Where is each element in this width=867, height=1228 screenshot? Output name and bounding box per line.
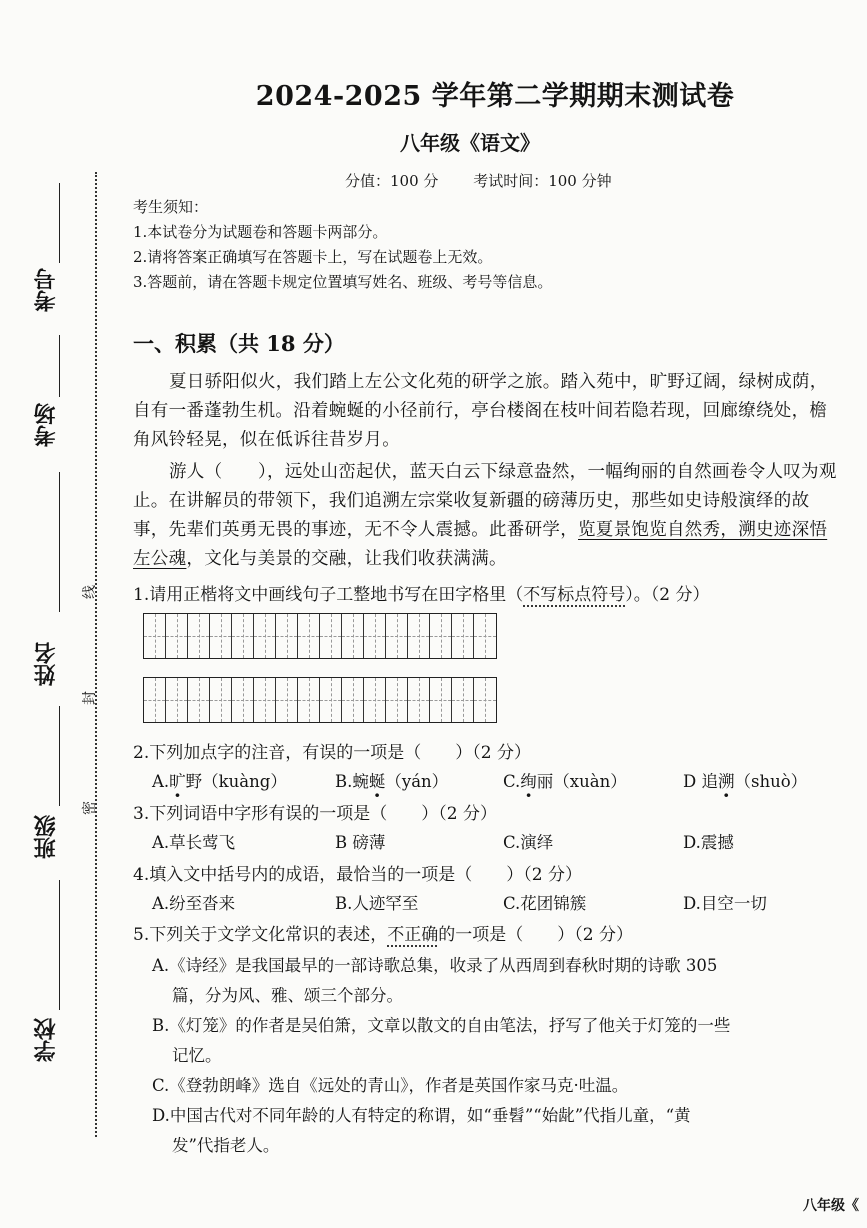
notice-heading: 考生须知： [133,198,209,216]
seal-line-mark: 线 [82,585,98,599]
class-label: 班级 [33,815,59,859]
option-d[interactable]: D.目空一切 [683,894,767,913]
question-text: 5.下列关于文学文化常识的表述， [133,925,388,945]
option-a[interactable]: A.纷至沓来 [152,894,236,913]
option-d[interactable]: D 追溯（shuò） [683,772,808,791]
notice-item: 1.本试卷分为试题卷和答题卡两部分。 [133,223,388,241]
option-b[interactable]: B.蜿蜒（yán） [335,772,449,791]
grid-cell[interactable] [144,614,166,658]
passage-text: ，文化与美景的交融，让我们收获满满。 [186,549,507,569]
grid-cell[interactable] [298,678,320,722]
page-subtitle: 八年级《语文》 [400,131,540,155]
option-d-continued: 发”代指老人。 [172,1136,280,1155]
grid-cell[interactable] [166,614,188,658]
question-text: ）。（2 分） [625,585,710,605]
writing-grid-row-2[interactable] [143,677,497,723]
grid-cell[interactable] [188,614,210,658]
passage-paragraph-2 [133,458,843,574]
page-footer: 八年级《 [803,1198,859,1214]
time-info: 考试时间：100 分钟 [473,172,612,190]
question-2: 2.下列加点字的注音，有误的一项是（ ）（2 分） [133,743,531,763]
grid-cell[interactable] [408,678,430,722]
question-3: 3.下列词语中字形有误的一项是（ ）（2 分） [133,804,497,824]
option-b[interactable]: B.人迹罕至 [335,894,419,913]
notice-item: 2.请将答案正确填写在答题卡上，写在试题卷上无效。 [133,248,493,266]
exam-room-label: 考场 [33,403,59,447]
exam-meta [345,170,642,191]
option-b[interactable]: B 磅薄 [335,833,386,852]
grid-cell[interactable] [474,614,496,658]
option-b[interactable]: B.《灯笼》的作者是吴伯箫，文章以散文的自由笔法，抒写了他关于灯笼的一些 [152,1016,731,1035]
school-label: 学校 [33,1018,59,1062]
binding-dotted-line [95,172,97,1137]
question-1 [133,580,709,605]
exam-room-blank [59,335,60,397]
grid-cell[interactable] [232,614,254,658]
writing-grid-row-1[interactable] [143,613,497,659]
seal-seal-mark: 封 [82,691,98,705]
option-c[interactable]: C.花团锦簇 [503,894,587,913]
notice-item: 3.答题前，请在答题卡规定位置填写姓名、班级、考号等信息。 [133,273,553,291]
option-d[interactable]: D.震撼 [683,833,734,852]
question-text: 1.请用正楷将文中画线句子工整地书写在田字格里（ [133,585,524,605]
score-info: 分值：100 分 [345,172,439,190]
school-blank [59,880,60,1010]
exam-number-label: 考号 [33,268,59,312]
grid-cell[interactable] [188,678,210,722]
grid-cell[interactable] [452,614,474,658]
grid-cell[interactable] [342,614,364,658]
grid-cell[interactable] [364,678,386,722]
grid-cell[interactable] [474,678,496,722]
grid-cell[interactable] [430,614,452,658]
grid-cell[interactable] [386,614,408,658]
option-c[interactable]: C.绚丽（xuàn） [503,772,627,791]
option-a-continued: 篇，分为风、雅、颂三个部分。 [172,986,403,1005]
emphasis-text: 不正确 [387,925,439,945]
grid-cell[interactable] [408,614,430,658]
option-a[interactable]: A.《诗经》是我国最早的一部诗歌总集，收录了从西周到春秋时期的诗歌 305 [152,956,718,975]
grid-cell[interactable] [452,678,474,722]
grid-cell[interactable] [276,678,298,722]
underlined-sentence: 览夏景饱览自然秀，溯史迹深悟左公魂 [133,520,828,569]
question-4: 4.填入文中括号内的成语，最恰当的一项是（ ）（2 分） [133,865,582,885]
grid-cell[interactable] [364,614,386,658]
emphasis-text: 不写标点符号 [523,585,626,605]
passage-text: 游人（ ），远处山峦起伏，蓝天白云下绿意盎然，一幅绚丽的自然画卷令人叹为观止。在讲解员的带领下，我们追溯左宗棠收复新疆的磅薄历史，那些如史诗般演绎的故事，先辈们英勇无畏的事迹，无不令人震撼。此番研学， [133,462,837,540]
grid-cell[interactable] [320,678,342,722]
grid-cell[interactable] [254,678,276,722]
grid-cell[interactable] [210,678,232,722]
option-c[interactable]: C.《登勃朗峰》选自《远处的青山》，作者是英国作家马克·吐温。 [152,1076,629,1095]
seal-secret-mark: 密 [82,801,98,815]
exam-number-blank [59,183,60,263]
page-title: 2024-2025 学年第二学期期末测试卷 [255,81,735,112]
passage-paragraph-1: 夏日骄阳似火，我们踏上左公文化苑的研学之旅。踏入苑中，旷野辽阔，绿树成荫，自有一番蓬勃生机。沿着蜿蜒的小径前行，亭台楼阁在枝叶间若隐若现，回廊缭绕处，檐角风铃轻晃，似在低诉往昔岁月。 [133,372,828,450]
grid-cell[interactable] [210,614,232,658]
name-label: 姓名 [33,642,59,686]
grid-cell[interactable] [144,678,166,722]
option-d[interactable]: D.中国古代对不同年龄的人有特定的称谓，如“垂髫”“始龀”代指儿童，“黄 [152,1106,691,1125]
question-text: 的一项是（ ）（2 分） [438,925,633,945]
grid-cell[interactable] [342,678,364,722]
grid-cell[interactable] [320,614,342,658]
option-a[interactable]: A.旷野（kuàng） [152,772,287,791]
option-c[interactable]: C.演绎 [503,833,554,852]
question-5 [133,920,633,945]
grid-cell[interactable] [386,678,408,722]
option-b-continued: 记忆。 [172,1046,222,1065]
class-blank [59,706,60,806]
grid-cell[interactable] [166,678,188,722]
section-title: 一、积累（共 18 分） [133,331,345,356]
grid-cell[interactable] [232,678,254,722]
grid-cell[interactable] [254,614,276,658]
grid-cell[interactable] [430,678,452,722]
option-a[interactable]: A.草长莺飞 [152,833,236,852]
grid-cell[interactable] [298,614,320,658]
name-blank [59,472,60,612]
grid-cell[interactable] [276,614,298,658]
